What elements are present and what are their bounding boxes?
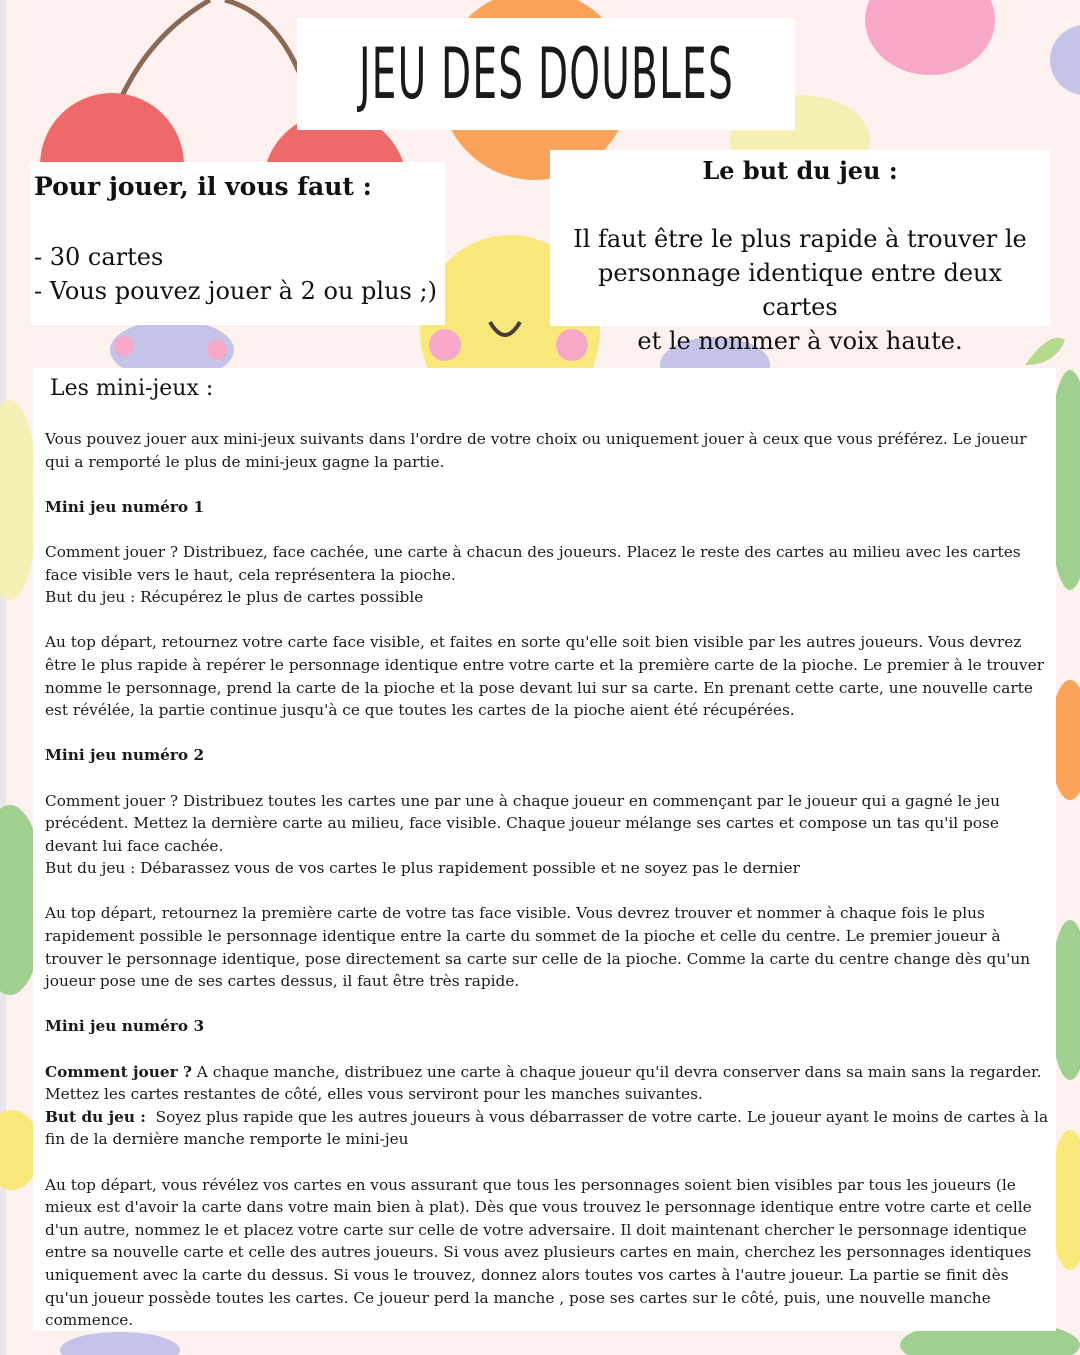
mini-game-2-goal: But du jeu : Débarassez vous de vos cartes le plus rapidement possible et ne soyez pas le dernier [45, 859, 800, 878]
mini-game-1-details: Au top départ, retournez votre carte face visible, et faites en sorte qu'elle soit bien visible par les autres joueurs. Vous devrez être le plus rapide à repérer le personnage identique entre votre carte et la première carte de la pioche. Le premier à le trouver nomme le personnage, prend la carte de la pioche et la pose devant lui sur sa carte. En prenant cette carte, une nouvelle carte est révélée, la partie continue jusqu'à ce que toutes les cartes de la pioche aient été récupérées. [45, 633, 1045, 720]
requirements-heading: Pour jouer, il vous faut : [34, 172, 372, 201]
mini-game-2-title: Mini jeu numéro 2 [45, 746, 205, 765]
mini-game-1-how: Comment jouer ? Distribuez, face cachée, une carte à chacun des joueurs. Placez le reste des cartes au milieu avec les cartes face visible vers le haut, cela représentera la pioche. [45, 542, 1021, 584]
mini-game-3-goal [45, 1106, 1055, 1151]
goal-panel [550, 150, 1050, 355]
mini-game-1-goal: But du jeu : Récupérez le plus de cartes possible [45, 588, 424, 607]
mini-game-3-how-label: Comment jouer ? [45, 1062, 192, 1081]
mini-game-3-goal-text: Soyez plus rapide que les autres joueurs à vous débarrasser de votre carte. Le joueur ayant le moins de cartes à la fin de la dernière manche remporte le mini-jeu [45, 1107, 1054, 1149]
mini-game-3-details: Au top départ, vous révélez vos cartes en vous assurant que tous les personnages soient bien visibles par tous les joueurs (le mieux est d'avoir la carte dans votre main bien à plat). Dès que vous trouvez le personnage identique entre votre carte et celle d'un autre, nommez le et placez votre carte sur celle de votre adversaire. Il doit maintenant chercher le personnage identique entre sa nouvelle carte et celle des autres joueurs. Si vous avez plusieurs cartes en main, cherchez les personnages identiques uniquement avec la carte du dessus. Si vous le trouvez, donnez alors toutes vos cartes à l'autre joueur. La partie se finit dès qu'un joueur possède toutes les cartes. Ce joueur perd la manche , pose ses cartes sur le côté, puis, une nouvelle manche commence. [45, 1175, 1032, 1330]
mini-games-intro: Vous pouvez jouer aux mini-jeux suivants dans l'ordre de votre choix ou uniquement jouer à ceux que vous préférez. Le joueur qui a remporté le plus de mini-jeux gagne la partie. [45, 430, 1027, 471]
mini-games-body [45, 428, 1055, 1332]
goal-line: personnage identique entre deux cartes [597, 259, 1003, 321]
goal-text [550, 222, 1050, 358]
page-title: JEU DES DOUBLES [358, 33, 734, 115]
goal-line: et le nommer à voix haute. [637, 327, 963, 355]
mini-game-3-how [45, 1061, 1055, 1106]
mini-game-1-title: Mini jeu numéro 1 [45, 497, 205, 516]
mini-game-2-details: Au top départ, retournez la première carte de votre tas face visible. Vous devrez trouver et nommer à chaque fois le plus rapidement possible le personnage identique entre la carte du sommet de la pioche et celle du centre. Le premier joueur à trouver le personnage identique, pose directement sa carte sur celle de la pioche. Comme la carte du centre change dès qu'un joueur pose une de ses cartes dessus, il faut être très rapide. [45, 904, 1031, 991]
plum-icon [1050, 25, 1080, 95]
goal-heading: Le but du jeu : [702, 156, 898, 185]
plum-icon [60, 1332, 180, 1355]
requirements-item: - 30 cartes [34, 243, 164, 271]
title-panel [297, 18, 795, 130]
mini-game-3-goal-label: But du jeu : [45, 1107, 146, 1126]
mini-game-3-title: Mini jeu numéro 3 [45, 1017, 205, 1036]
mini-game-3-how-text: A chaque manche, distribuez une carte à chaque joueur qu'il devra conserver dans sa main sans la regarder. Mettez les cartes restantes de côté, elles vous serviront pour les manches suivantes. [45, 1062, 1042, 1104]
strawberry-icon [865, 0, 995, 75]
requirements-item: - Vous pouvez jouer à 2 ou plus ;) [34, 277, 437, 305]
mini-games-heading: Les mini-jeux : [50, 376, 214, 401]
mini-games-panel [33, 368, 1056, 1331]
goal-line: Il faut être le plus rapide à trouver le [573, 225, 1027, 253]
mini-game-2-how: Comment jouer ? Distribuez toutes les cartes une par une à chaque joueur en commençant par le joueur qui a gagné le jeu précédent. Mettez la dernière carte au milieu, face visible. Chaque joueur mélange ses cartes et compose un tas qu'il pose devant lui face cachée. [45, 791, 1000, 855]
requirements-panel [30, 162, 445, 325]
requirements-list [34, 240, 437, 308]
